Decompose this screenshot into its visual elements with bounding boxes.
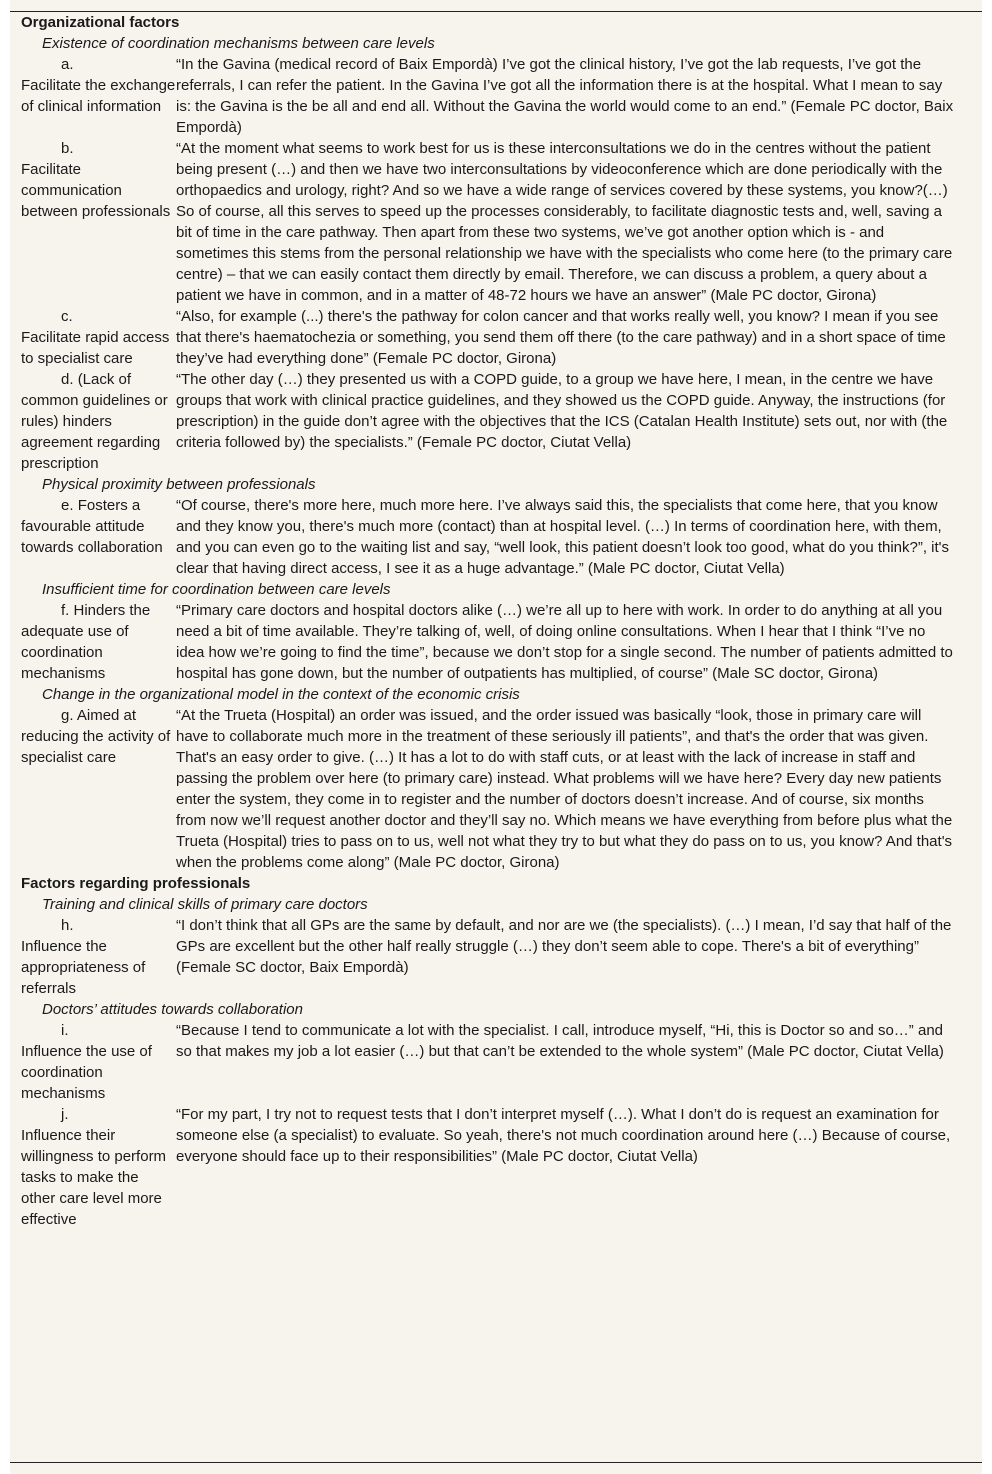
row-label [21, 1020, 176, 1104]
row-label [21, 495, 176, 579]
row-label [21, 306, 176, 369]
subcategory-heading: Existence of coordination mechanisms between care levels [42, 35, 435, 52]
row-label-text: Facilitate communication between professionals [21, 161, 171, 220]
subcategory-heading: Doctors’ attitudes towards collaboration [42, 1001, 303, 1018]
row-label-text: Hinders the adequate use of coordination mechanisms [21, 602, 151, 682]
table-bottom-rule [10, 1462, 982, 1463]
row-quote: “At the moment what seems to work best for us is these interconsultations we do in the centres without the patient being present (…) and then we have two interconsultations by videoconference which are done periodically with the orthopaedics and urology, right? And so we have a wide range of services covered by these systems, you know?(…) So of course, all this serves to speed up the processes considerably, to facilitate diagnostic tests and, well, saving a bit of time in the care pathway. Then apart from these two systems, we’ve got another option which is - and sometimes this stems from the personal relationship we have with the specialists who come here (to the primary care centre) – that we can easily contact them directly by email. Therefore, we can discuss a problem, a query about a patient we have in common, and in a matter of 48-72 hours we have an answer” (Male PC doctor, Girona) [176, 140, 953, 304]
table-row [21, 54, 957, 138]
row-label [21, 600, 176, 684]
row-letter: j. [61, 1106, 69, 1123]
table-row [21, 495, 957, 579]
row-label-text: Aimed at reducing the activity of specialist care [21, 707, 171, 766]
row-letter: f. [61, 602, 74, 619]
row-letter: a. [61, 56, 74, 73]
row-label [21, 1104, 176, 1230]
row-label-text: Fosters a favourable attitude towards collaboration [21, 497, 163, 556]
row-letter: i. [61, 1022, 69, 1039]
row-quote: “The other day (…) they presented us with a COPD guide, to a group we have here, I mean, in the centre we have groups that work with clinical practice guidelines, and they showed us the COPD guide. Anyway, the instructions (for prescription) in the guide don’t agree with the objectives that the ICS (Catalan Health Institute) sets out, nor with (the criteria followed by) the specialists.” (Female PC doctor, Ciutat Vella) [176, 371, 948, 451]
category-heading: Factors regarding professionals [21, 875, 251, 892]
row-label-text: (Lack of common guidelines or rules) hinders agreement regarding prescription [21, 371, 168, 472]
row-label [21, 369, 176, 474]
row-label-text: Facilitate the exchange of clinical information [21, 77, 176, 115]
category-heading: Organizational factors [21, 14, 180, 31]
row-label-text: Influence their willingness to perform tasks to make the other care level more effective [21, 1127, 167, 1228]
row-letter: d. [61, 371, 78, 388]
table-row [21, 138, 957, 306]
row-quote: “Primary care doctors and hospital doctors alike (…) we’re all up to here with work. In order to do anything at all you need a bit of time available. They’re talking of, well, of doing online consultations. When I hear that I think “I’ve no idea how we’re going to find the time”, because we don’t stop for a single second. The number of patients admitted to hospital has gone down, but the number of outpatients has multiplied, of course” (Male SC doctor, Girona) [176, 602, 953, 682]
row-letter: h. [61, 917, 74, 934]
row-label [21, 138, 176, 306]
subcategory-heading: Physical proximity between professionals [42, 476, 316, 493]
row-quote: “In the Gavina (medical record of Baix Empordà) I’ve got the clinical history, I’ve got the lab requests, I’ve got the referrals, I can refer the patient. In the Gavina I’ve got all the information there is at the hospital. What I mean to say is: the Gavina is the be all and end all. Without the Gavina the world would come to an end.” (Female PC doctor, Baix Empordà) [176, 56, 954, 136]
row-label [21, 705, 176, 873]
row-quote: “Of course, there's more here, much more here. I’ve always said this, the specialists that come here, that you know and they know you, there's much more (contact) than at hospital level. (…) In terms of coordination here, with them, and you can even go to the waiting list and say, “well look, this patient doesn’t look too good, what do you think?”, it's clear that having direct access, I see it as a huge advantage.” (Male PC doctor, Ciutat Vella) [176, 497, 950, 577]
subcategory-heading: Training and clinical skills of primary care doctors [42, 896, 368, 913]
table-row [21, 369, 957, 474]
row-letter: g. [61, 707, 77, 724]
subcategory-heading: Change in the organizational model in the context of the economic crisis [42, 686, 520, 703]
row-label-text: Influence the appropriateness of referrals [21, 938, 146, 997]
row-quote: “Because I tend to communicate a lot with the specialist. I call, introduce myself, “Hi, this is Doctor so and so…” and so that makes my job a lot easier (…) but that can’t be extended to the whole system” (Male PC doctor, Ciutat Vella) [176, 1022, 944, 1060]
row-label [21, 915, 176, 999]
row-letter: b. [61, 140, 74, 157]
table-row [21, 915, 957, 999]
table-row [21, 705, 957, 873]
row-label-text: Influence the use of coordination mechanisms [21, 1043, 152, 1102]
row-quote: “At the Trueta (Hospital) an order was issued, and the order issued was basically “look, those in primary care will have to collaborate much more in the treatment of these seriously ill patients”, and that's the order that was given. That's an easy order to give. (…) It has a lot to do with staff cuts, or at least with the lack of increase in staff and passing the problem over here (to primary care) instead. What problems will we have here? Every day new patients enter the system, they come in to register and the number of doctors doesn’t increase. And of course, six months from now we’ll request another doctor and they’ll say no. Which means we have everything from before plus what the Trueta (Hospital) tries to pass on to us, well not what they try to but what they do pass on to us, you know? And that's when the problems come along” (Male PC doctor, Girona) [176, 707, 953, 871]
subcategory-heading: Insufficient time for coordination between care levels [42, 581, 391, 598]
table-row [21, 1104, 957, 1230]
row-label-text: Facilitate rapid access to specialist care [21, 329, 170, 367]
row-letter: c. [61, 308, 73, 325]
table-row [21, 600, 957, 684]
table-row [21, 1020, 957, 1104]
row-quote: “For my part, I try not to request tests that I don’t interpret myself (…). What I don’t do is request an examination for someone else (a specialist) to evaluate. So yeah, there's not much coordination around here (…) Because of course, everyone should face up to their responsibilities” (Male PC doctor, Ciutat Vella) [176, 1106, 951, 1165]
row-quote: “Also, for example (...) there's the pathway for colon cancer and that works really well, you know? I mean if you see that there's haematochezia or something, you send them off there (to the care pathway) and in a short space of time they’ve had everything done” (Female PC doctor, Girona) [176, 308, 946, 367]
table-row [21, 306, 957, 369]
row-quote: “I don’t think that all GPs are the same by default, and nor are we (the specialists). (…) I mean, I’d say that half of the GPs are excellent but the other half really struggle (…) they don’t seem able to cope. There's a bit of everything” (Female SC doctor, Baix Empordà) [176, 917, 952, 976]
quotes-table [21, 12, 957, 1230]
row-label [21, 54, 176, 138]
row-letter: e. [61, 497, 78, 514]
